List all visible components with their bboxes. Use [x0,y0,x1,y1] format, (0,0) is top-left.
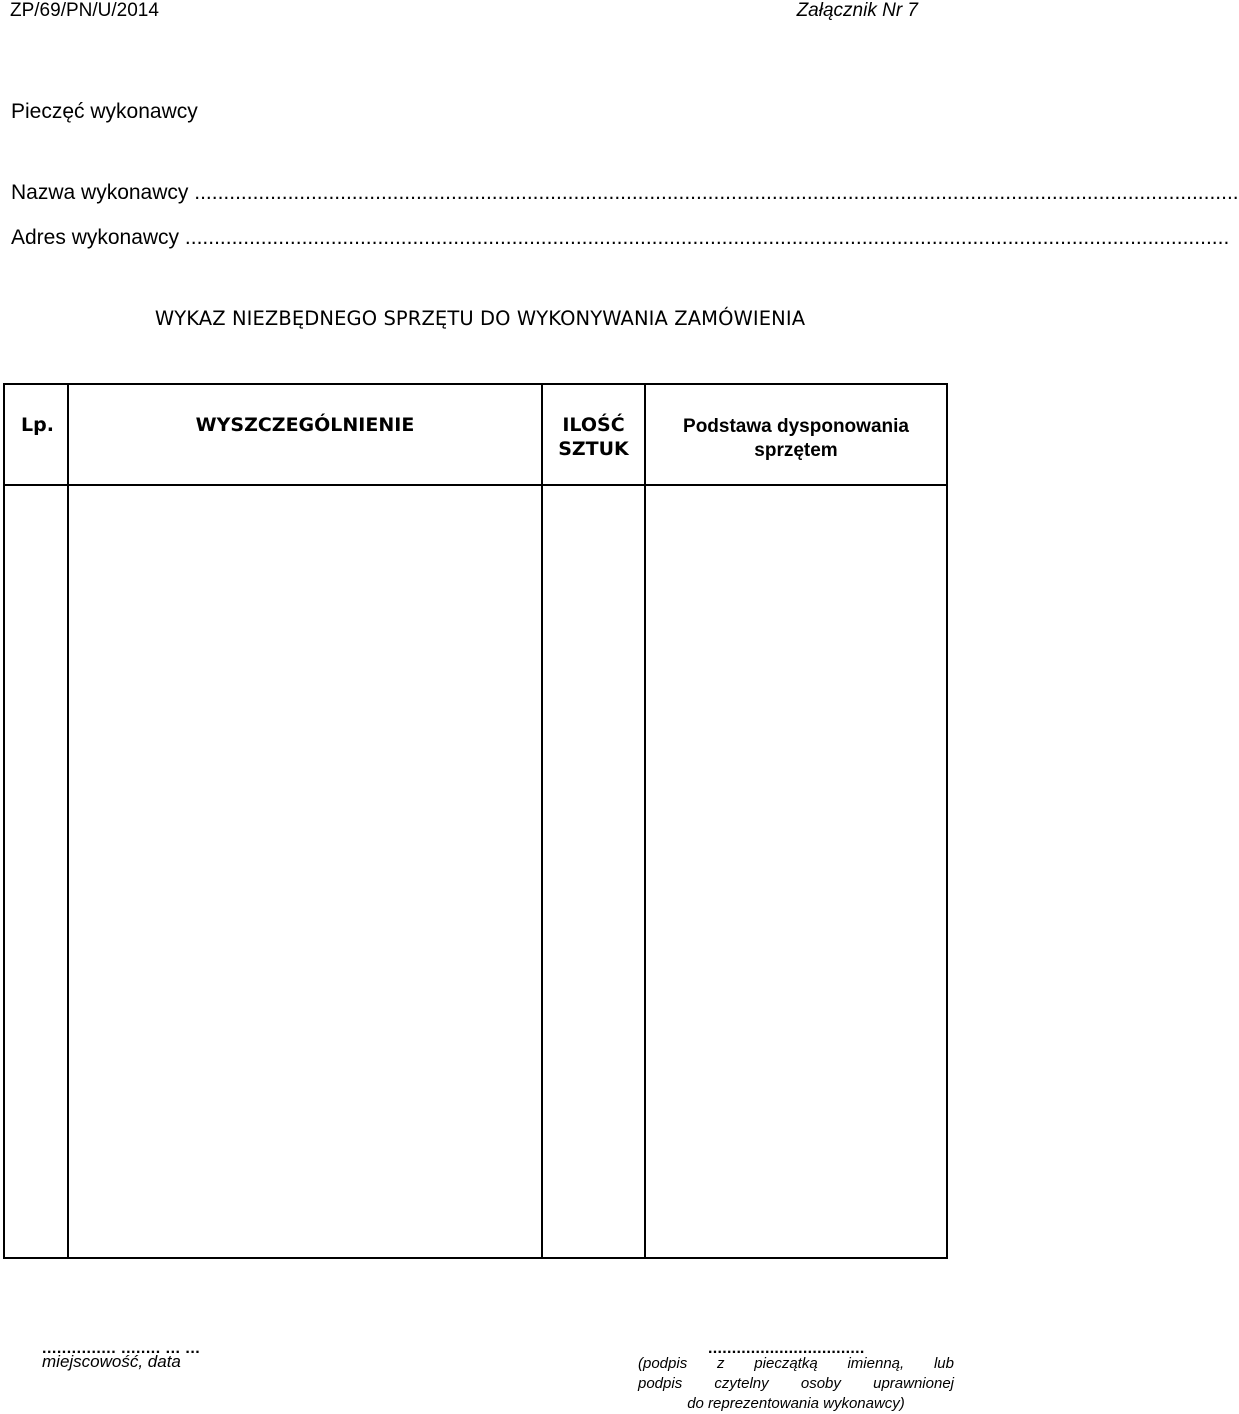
col-header-lp-label: Lp. [21,414,54,436]
cell-basis[interactable] [645,485,947,1258]
cell-lp[interactable] [4,485,68,1258]
signature-note-line3: do reprezentowania wykonawcy) [687,1395,905,1412]
col-header-basis-line1: Podstawa dysponowania [683,416,909,437]
contractor-name-line [11,181,1239,205]
contractor-name-label: Nazwa wykonawcy [11,181,189,204]
col-header-quantity [542,384,645,485]
contractor-address-line [11,226,1230,250]
col-header-quantity-line2: SZTUK [558,438,629,460]
col-header-lp [4,384,68,485]
cell-description[interactable] [68,485,542,1258]
place-date-label: miejscowość, data [42,1352,181,1371]
table-row [4,485,947,1258]
signature-note-line1: (podpis z pieczątką imienną, lub [638,1355,954,1372]
contractor-address-label: Adres wykonawcy [11,226,180,249]
contractor-stamp-label: Pieczęć wykonawcy [11,100,198,123]
signature-note-line2: podpis czytelny osoby uprawnionej [638,1375,954,1392]
col-header-basis-line2: sprzętem [754,440,838,461]
annex-number: Załącznik Nr 7 [796,0,918,21]
place-date-field[interactable]: ............... ........ ... ... [42,1340,201,1357]
col-header-quantity-line1: ILOŚĆ [562,414,625,436]
cell-quantity[interactable] [542,485,645,1258]
document-title: WYKAZ NIEZBĘDNEGO SPRZĘTU DO WYKONYWANIA ZAMÓWIENIA [154,307,806,330]
table-header-row [4,384,947,485]
document-reference: ZP/69/PN/U/2014 [10,0,159,21]
contractor-address-field[interactable]: ................................................................................................................................................................................... [184,226,1230,249]
col-header-basis [645,384,947,485]
col-header-description [68,384,542,485]
equipment-table [3,383,948,1259]
contractor-name-field[interactable]: ................................................................................................................................................................................... [194,181,1239,204]
signature-note [638,1354,954,1414]
col-header-description-label: WYSZCZEGÓLNIENIE [195,414,415,436]
signature-field[interactable]: ................................. [708,1340,865,1357]
